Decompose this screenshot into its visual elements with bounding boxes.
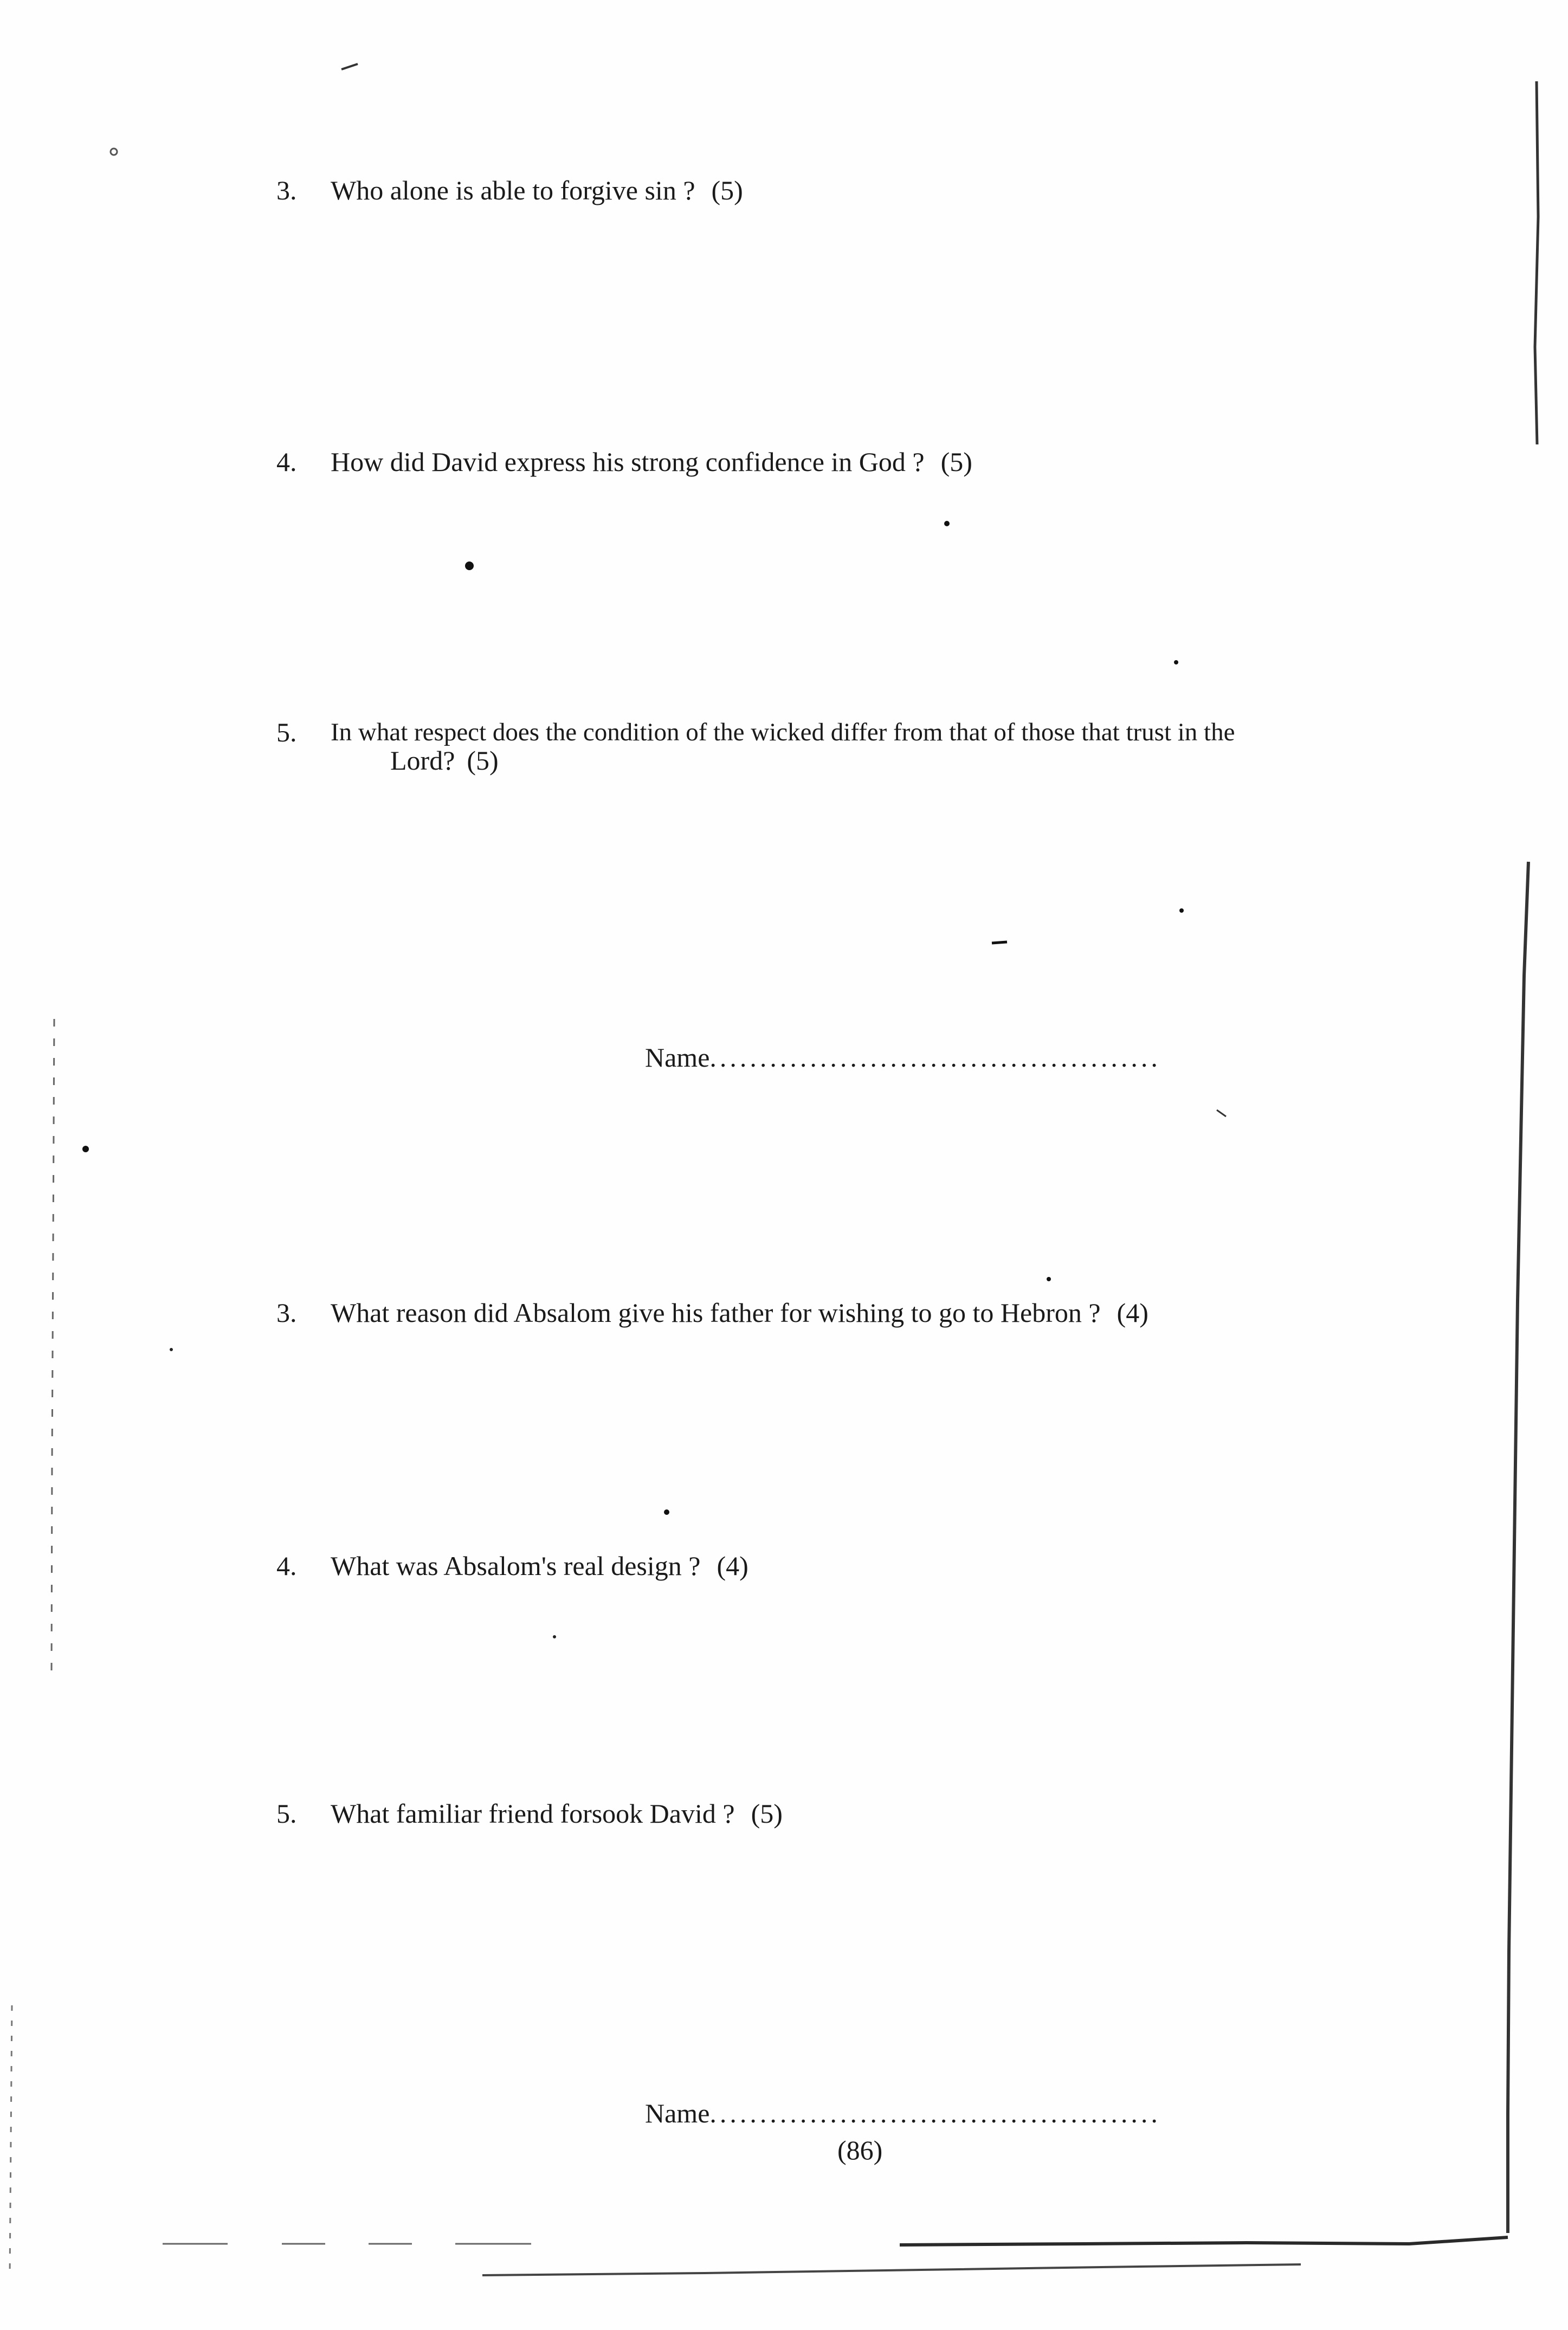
ink-speck	[664, 1509, 669, 1515]
question-marks: (5)	[940, 447, 972, 477]
page-number: (86)	[837, 2135, 883, 2165]
paper-edge-bottom	[900, 2237, 1508, 2245]
ink-speck	[1174, 660, 1178, 664]
question-text: In what respect does the condition of the wicked differ from that of those that trust in the	[331, 718, 1235, 746]
paper-edge-upper-right	[1535, 81, 1538, 444]
question-number: 5.	[276, 1798, 297, 1829]
question-number: 4.	[276, 1551, 297, 1581]
name-label: Name	[645, 2098, 710, 2128]
ink-speck	[465, 561, 474, 570]
question-label-continued: Lord?	[390, 745, 455, 776]
ink-dash	[992, 942, 1007, 943]
paper-edge-left	[51, 1019, 54, 1680]
question-number: 3.	[276, 175, 297, 205]
question-marks: (4)	[1117, 1298, 1148, 1328]
name-label: Name	[645, 1042, 710, 1073]
ink-speck	[82, 1146, 89, 1152]
question-label: Who alone is able to forgive sin ?	[331, 175, 695, 205]
ink-dash	[341, 64, 358, 69]
ink-speck	[944, 521, 950, 526]
question-number: 4.	[276, 447, 297, 477]
question-number: 5.	[276, 717, 297, 747]
question-label: What was Absalom's real design ?	[331, 1551, 701, 1581]
question-marks: (5)	[751, 1798, 783, 1829]
ink-dash	[1217, 1110, 1226, 1116]
question-marks: (4)	[717, 1551, 748, 1581]
name-blank: .............................................	[709, 2098, 1161, 2128]
question-number: 3.	[276, 1298, 297, 1328]
ink-ring	[111, 149, 117, 155]
ink-speck	[553, 1635, 556, 1638]
question-marks: (5)	[711, 175, 743, 205]
name-blank: .............................................	[709, 1042, 1161, 1073]
question-marks: (5)	[467, 745, 499, 776]
question-label: How did David express his strong confidence in God ?	[331, 447, 925, 477]
paper-edge-right	[1508, 862, 1528, 2233]
question-label: What familiar friend forsook David ?	[331, 1798, 735, 1829]
ink-speck	[170, 1348, 173, 1351]
paper-edge-left-lower	[10, 2005, 12, 2276]
question-label: What reason did Absalom give his father for wishing to go to Hebron ?	[331, 1298, 1101, 1328]
ink-speck	[1179, 908, 1184, 913]
ink-speck	[1047, 1277, 1051, 1281]
paper-edge-bottom-shadow	[482, 2264, 1301, 2275]
